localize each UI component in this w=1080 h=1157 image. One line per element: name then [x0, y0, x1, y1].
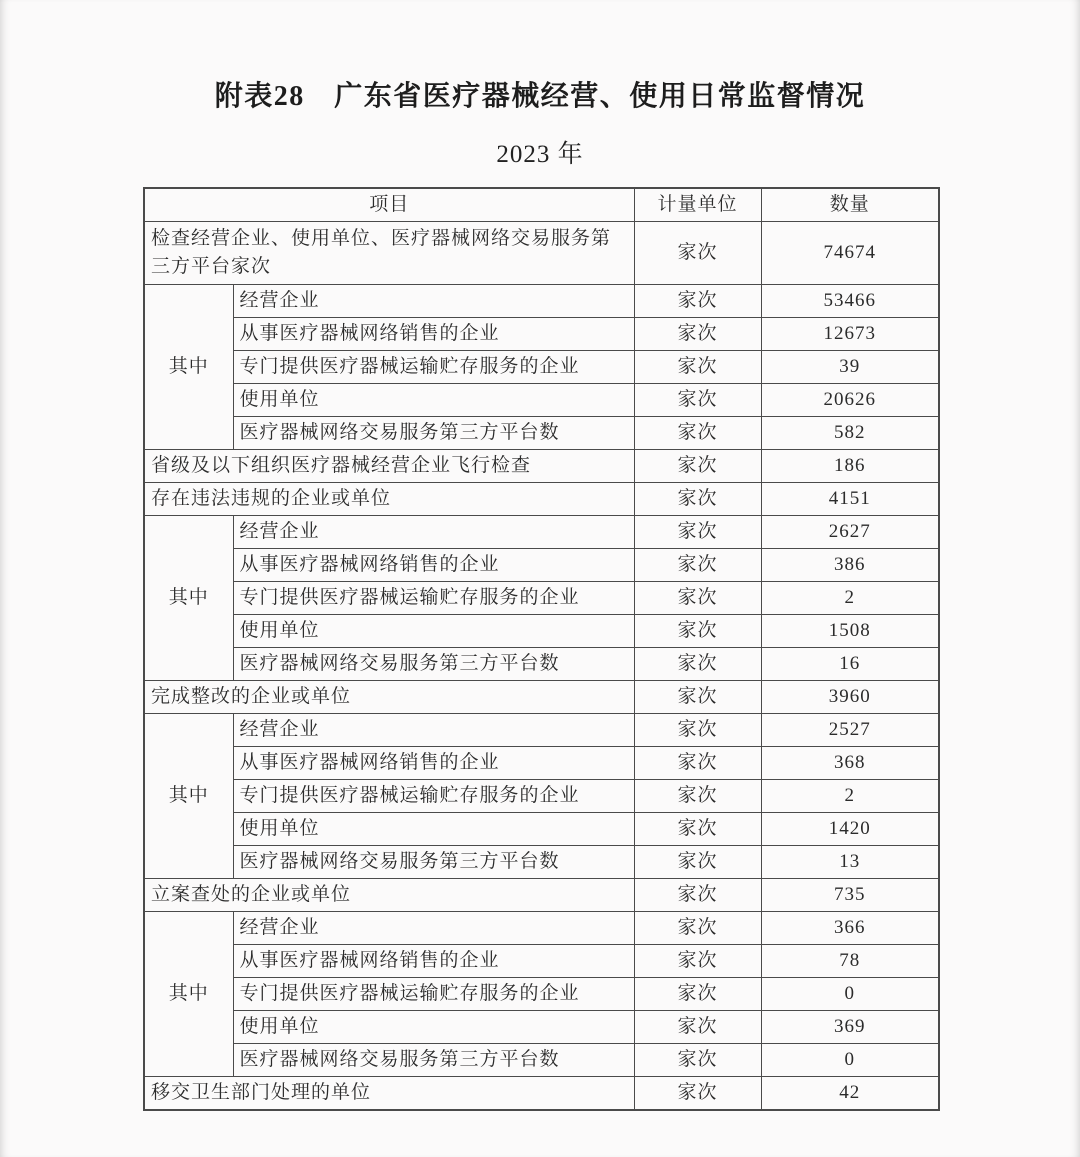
- sub-item-cell: 从事医疗器械网络销售的企业: [233, 549, 634, 582]
- unit-cell: 家次: [634, 1044, 761, 1077]
- sub-item-cell: 使用单位: [233, 615, 634, 648]
- unit-cell: 家次: [634, 813, 761, 846]
- among-cell: 其中: [144, 912, 233, 1077]
- quantity-cell: 2: [761, 780, 939, 813]
- sub-item-cell: 从事医疗器械网络销售的企业: [233, 747, 634, 780]
- section-row: [144, 483, 939, 516]
- sub-row: [144, 615, 939, 648]
- sub-item-cell: 医疗器械网络交易服务第三方平台数: [233, 417, 634, 450]
- section-row: [144, 1077, 939, 1111]
- quantity-cell: 13: [761, 846, 939, 879]
- section-item-cell: 检查经营企业、使用单位、医疗器械网络交易服务第三方平台家次: [144, 222, 634, 285]
- quantity-cell: 366: [761, 912, 939, 945]
- sub-row: [144, 813, 939, 846]
- unit-cell: 家次: [634, 714, 761, 747]
- page-title: 附表28 广东省医疗器械经营、使用日常监督情况: [214, 81, 866, 112]
- sub-row: [144, 549, 939, 582]
- unit-cell: 家次: [634, 222, 761, 285]
- sub-row: [144, 912, 939, 945]
- table-header-row: [144, 188, 939, 222]
- quantity-cell: 2: [761, 582, 939, 615]
- sub-item-cell: 医疗器械网络交易服务第三方平台数: [233, 648, 634, 681]
- unit-cell: 家次: [634, 450, 761, 483]
- sub-item-cell: 医疗器械网络交易服务第三方平台数: [233, 1044, 634, 1077]
- col-header-item: 项目: [144, 188, 634, 222]
- quantity-cell: 386: [761, 549, 939, 582]
- quantity-cell: 368: [761, 747, 939, 780]
- section-item-cell: 移交卫生部门处理的单位: [144, 1077, 634, 1111]
- section-item-cell: 完成整改的企业或单位: [144, 681, 634, 714]
- sub-row: [144, 945, 939, 978]
- sub-row: [144, 978, 939, 1011]
- sub-row: [144, 846, 939, 879]
- quantity-cell: 735: [761, 879, 939, 912]
- unit-cell: 家次: [634, 582, 761, 615]
- quantity-cell: 369: [761, 1011, 939, 1044]
- unit-cell: 家次: [634, 285, 761, 318]
- sub-item-cell: 使用单位: [233, 384, 634, 417]
- unit-cell: 家次: [634, 549, 761, 582]
- among-cell: 其中: [144, 285, 233, 450]
- section-item-cell: 省级及以下组织医疗器械经营企业飞行检查: [144, 450, 634, 483]
- unit-cell: 家次: [634, 483, 761, 516]
- section-row: [144, 879, 939, 912]
- sub-row: [144, 714, 939, 747]
- sub-row: [144, 417, 939, 450]
- quantity-cell: 2527: [761, 714, 939, 747]
- page-subtitle-year: 2023 年: [496, 141, 584, 168]
- sub-row: [144, 384, 939, 417]
- unit-cell: 家次: [634, 318, 761, 351]
- quantity-cell: 74674: [761, 222, 939, 285]
- quantity-cell: 186: [761, 450, 939, 483]
- quantity-cell: 78: [761, 945, 939, 978]
- unit-cell: 家次: [634, 978, 761, 1011]
- unit-cell: 家次: [634, 1077, 761, 1111]
- sub-item-cell: 经营企业: [233, 912, 634, 945]
- sub-item-cell: 使用单位: [233, 1011, 634, 1044]
- sub-item-cell: 专门提供医疗器械运输贮存服务的企业: [233, 978, 634, 1011]
- sub-item-cell: 经营企业: [233, 516, 634, 549]
- sub-item-cell: 从事医疗器械网络销售的企业: [233, 318, 634, 351]
- unit-cell: 家次: [634, 747, 761, 780]
- sub-row: [144, 318, 939, 351]
- quantity-cell: 42: [761, 1077, 939, 1111]
- quantity-cell: 0: [761, 978, 939, 1011]
- unit-cell: 家次: [634, 417, 761, 450]
- section-row: [144, 222, 939, 285]
- sub-item-cell: 专门提供医疗器械运输贮存服务的企业: [233, 582, 634, 615]
- sub-item-cell: 使用单位: [233, 813, 634, 846]
- sub-row: [144, 351, 939, 384]
- sub-item-cell: 医疗器械网络交易服务第三方平台数: [233, 846, 634, 879]
- quantity-cell: 1508: [761, 615, 939, 648]
- quantity-cell: 4151: [761, 483, 939, 516]
- quantity-cell: 1420: [761, 813, 939, 846]
- col-header-quantity: 数量: [761, 188, 939, 222]
- supervision-table: [143, 187, 940, 1111]
- sub-item-cell: 专门提供医疗器械运输贮存服务的企业: [233, 780, 634, 813]
- section-item-cell: 存在违法违规的企业或单位: [144, 483, 634, 516]
- sub-row: [144, 1044, 939, 1077]
- quantity-cell: 20626: [761, 384, 939, 417]
- quantity-cell: 39: [761, 351, 939, 384]
- sub-item-cell: 经营企业: [233, 714, 634, 747]
- section-row: [144, 450, 939, 483]
- unit-cell: 家次: [634, 1011, 761, 1044]
- sub-item-cell: 专门提供医疗器械运输贮存服务的企业: [233, 351, 634, 384]
- quantity-cell: 3960: [761, 681, 939, 714]
- among-cell: 其中: [144, 714, 233, 879]
- among-cell: 其中: [144, 516, 233, 681]
- unit-cell: 家次: [634, 516, 761, 549]
- unit-cell: 家次: [634, 384, 761, 417]
- sub-row: [144, 747, 939, 780]
- section-item-cell: 立案查处的企业或单位: [144, 879, 634, 912]
- quantity-cell: 582: [761, 417, 939, 450]
- unit-cell: 家次: [634, 945, 761, 978]
- sub-row: [144, 582, 939, 615]
- quantity-cell: 2627: [761, 516, 939, 549]
- unit-cell: 家次: [634, 351, 761, 384]
- unit-cell: 家次: [634, 780, 761, 813]
- unit-cell: 家次: [634, 912, 761, 945]
- unit-cell: 家次: [634, 615, 761, 648]
- sub-item-cell: 经营企业: [233, 285, 634, 318]
- sub-row: [144, 1011, 939, 1044]
- quantity-cell: 53466: [761, 285, 939, 318]
- unit-cell: 家次: [634, 648, 761, 681]
- section-row: [144, 681, 939, 714]
- sub-item-cell: 从事医疗器械网络销售的企业: [233, 945, 634, 978]
- sub-row: [144, 648, 939, 681]
- quantity-cell: 12673: [761, 318, 939, 351]
- quantity-cell: 16: [761, 648, 939, 681]
- col-header-unit: 计量单位: [634, 188, 761, 222]
- quantity-cell: 0: [761, 1044, 939, 1077]
- sub-row: [144, 516, 939, 549]
- sub-row: [144, 780, 939, 813]
- unit-cell: 家次: [634, 681, 761, 714]
- table-body: [144, 222, 939, 1111]
- unit-cell: 家次: [634, 846, 761, 879]
- unit-cell: 家次: [634, 879, 761, 912]
- sub-row: [144, 285, 939, 318]
